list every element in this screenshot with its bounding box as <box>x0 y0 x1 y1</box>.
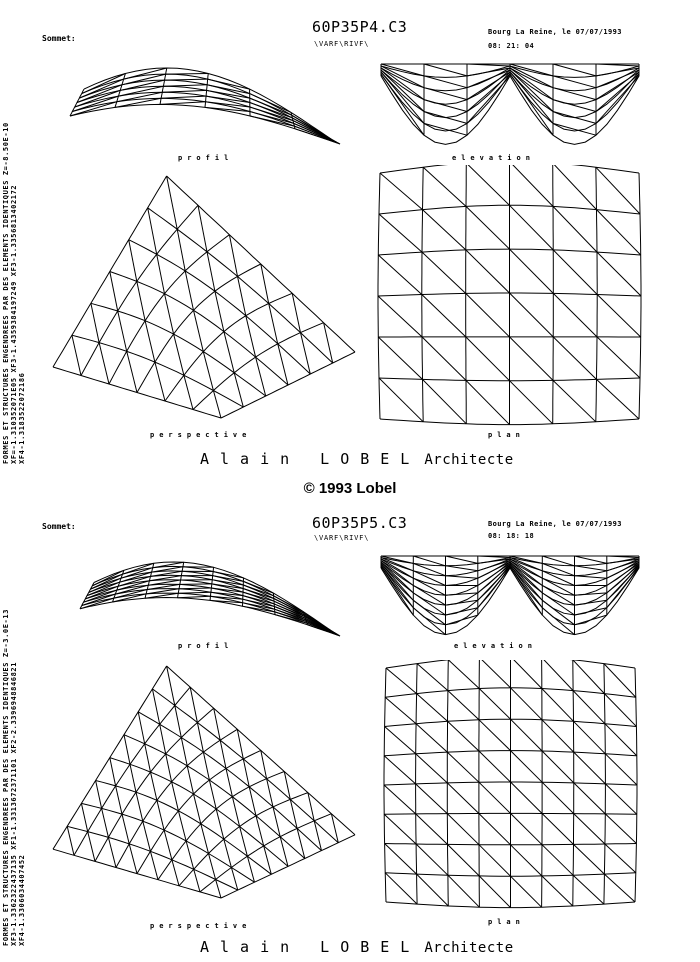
grid-diagonal <box>208 79 250 89</box>
grid-line <box>116 729 237 867</box>
grid-diagonal <box>510 205 554 250</box>
grid-diagonal <box>511 782 543 814</box>
grid-diagonal <box>511 876 542 907</box>
grid-diagonal <box>163 85 207 86</box>
grid-diagonal <box>466 337 510 381</box>
grid-diagonal <box>510 293 554 337</box>
grid-diagonal <box>157 254 165 293</box>
drawing-path: \VARF\RIVF\ <box>314 40 370 48</box>
grid-diagonal <box>385 697 416 723</box>
profil-view <box>60 58 360 150</box>
grid-diagonal <box>246 316 256 357</box>
grid-diagonal <box>479 720 511 751</box>
grid-diagonal <box>151 772 157 800</box>
profil-view <box>70 552 360 642</box>
grid-diagonal <box>379 378 423 422</box>
drawing-sheet-2 <box>0 482 700 962</box>
grid-diagonal <box>424 112 467 124</box>
grid-line <box>124 735 305 859</box>
grid-line <box>381 72 639 118</box>
grid-diagonal <box>423 379 467 423</box>
grid-diagonal <box>597 337 640 378</box>
grid-diagonal <box>67 826 74 855</box>
grid-diagonal <box>384 814 416 844</box>
grid-diagonal <box>324 323 333 363</box>
grid-diagonal <box>280 837 288 867</box>
grid-diagonal <box>553 250 597 295</box>
grid-diagonal <box>177 229 185 271</box>
grid-diagonal <box>422 252 466 293</box>
grid-diagonal <box>161 96 206 98</box>
grid-diagonal <box>165 294 174 334</box>
place-date: Bourg La Reine, le 07/07/1993 <box>488 28 622 36</box>
grid-diagonal <box>143 821 151 851</box>
grid-diagonal <box>597 379 640 419</box>
grid-line <box>542 660 543 907</box>
grid-diagonal <box>70 102 117 116</box>
grid-line <box>109 235 229 384</box>
grid-diagonal <box>301 333 311 374</box>
grid-diagonal <box>574 752 606 784</box>
grid-line <box>129 240 311 374</box>
side-annotation <box>0 482 34 952</box>
grid-diagonal <box>416 724 447 752</box>
grid-diagonal <box>181 738 187 766</box>
grid-diagonal <box>597 252 641 296</box>
elevation-label: elevation <box>454 642 537 650</box>
grid-line <box>221 835 355 898</box>
grid-diagonal <box>264 846 272 874</box>
grid-diagonal <box>157 800 164 830</box>
grid-diagonal <box>314 821 321 851</box>
architect-role: Architecte <box>424 452 514 468</box>
grid-diagonal <box>379 214 422 252</box>
grid-diagonal <box>596 167 640 214</box>
grid-line <box>158 772 284 880</box>
grid-diagonal <box>116 786 122 814</box>
grid-diagonal <box>596 76 639 123</box>
grid-diagonal <box>542 751 574 783</box>
perspective-view <box>45 172 365 422</box>
grid-diagonal <box>178 592 211 593</box>
grid-diagonal <box>510 567 542 616</box>
grid-diagonal <box>385 727 416 754</box>
grid-diagonal <box>478 567 510 601</box>
grid-diagonal <box>604 694 636 727</box>
grid-diagonal <box>511 813 543 844</box>
grid-diagonal <box>553 380 596 421</box>
grid-diagonal <box>136 792 143 821</box>
time-stamp: 08: 18: 18 <box>488 532 535 540</box>
grid-diagonal <box>574 721 606 754</box>
grid-diagonal <box>510 381 553 424</box>
grid-diagonal <box>597 210 641 255</box>
grid-diagonal <box>384 785 416 814</box>
grid-diagonal <box>422 295 466 337</box>
grid-line <box>74 687 190 855</box>
elevation-label: elevation <box>452 154 535 162</box>
grid-diagonal <box>194 869 200 892</box>
side-line: XF3-1.3362322437135 XF1-1.3313672371101 XF2-2.3396948846821 <box>10 661 18 946</box>
grid-diagonal <box>386 668 417 694</box>
grid-diagonal <box>573 691 605 724</box>
grid-diagonal <box>381 565 413 608</box>
grid-diagonal <box>575 593 607 595</box>
grid-diagonal <box>607 567 639 601</box>
grid-diagonal <box>145 744 151 772</box>
grid-diagonal <box>380 173 423 210</box>
grid-diagonal <box>510 249 554 293</box>
grid-diagonal <box>137 281 145 320</box>
grid-diagonal <box>553 293 597 337</box>
grid-diagonal <box>122 814 129 844</box>
architect-name: Alain LOBEL <box>200 450 421 468</box>
grid-diagonal <box>467 76 510 123</box>
grid-diagonal <box>179 588 211 589</box>
grid-diagonal <box>447 752 479 782</box>
grid-diagonal <box>72 335 81 375</box>
grid-diagonal <box>166 74 209 75</box>
grid-line <box>165 293 292 401</box>
grid-diagonal <box>542 660 574 691</box>
side-annotation <box>0 0 34 470</box>
grid-diagonal <box>511 688 543 720</box>
profil-label: profil <box>178 154 234 162</box>
grid-diagonal <box>448 691 479 720</box>
grid-diagonal <box>448 844 480 876</box>
grid-diagonal <box>130 764 136 792</box>
side-line: FORMES ET STRUCTURES ENGENDREES PAR DES ELEMENTS IDENTIQUES Z=-8.50E-10 <box>2 122 10 464</box>
grid-diagonal <box>605 724 637 756</box>
grid-diagonal <box>447 783 479 814</box>
grid-diagonal <box>446 576 478 579</box>
grid-diagonal <box>129 240 137 282</box>
side-line: FORMES ET STRUCTURES ENGENDREES PAR DES ELEMENTS IDENTIQUES Z=-3.0E-13 <box>2 608 10 946</box>
grid-diagonal <box>145 321 155 362</box>
grid-diagonal <box>152 689 159 724</box>
grid-diagonal <box>605 784 636 814</box>
grid-diagonal <box>542 782 574 813</box>
grid-diagonal <box>127 351 137 392</box>
grid-diagonal <box>110 272 118 312</box>
drawing-sheet-1 <box>0 0 700 480</box>
grid-diagonal <box>331 814 338 843</box>
grid-diagonal <box>162 90 206 92</box>
grid-diagonal <box>416 814 448 845</box>
grid-diagonal <box>448 721 479 751</box>
perspective-label: perspective <box>150 431 252 439</box>
grid-line <box>137 264 261 393</box>
grid-diagonal <box>160 102 206 105</box>
grid-diagonal <box>574 783 606 814</box>
grid-diagonal <box>417 664 448 691</box>
perspective-label: perspective <box>150 922 252 930</box>
grid-diagonal <box>185 271 193 310</box>
plan-view <box>372 165 647 427</box>
grid-line <box>53 666 167 849</box>
grid-diagonal <box>573 875 604 904</box>
grid-diagonal <box>479 782 511 813</box>
grid-diagonal <box>542 814 573 845</box>
profil-label: profil <box>178 642 234 650</box>
grid-diagonal <box>542 845 573 876</box>
place-date: Bourg La Reine, le 07/07/1993 <box>488 520 622 528</box>
drawing-title: 60P35P4.C3 <box>312 18 408 36</box>
grid-diagonal <box>604 874 635 902</box>
grid-diagonal <box>381 567 413 616</box>
grid-diagonal <box>91 303 99 342</box>
grid-diagonal <box>269 304 278 344</box>
grid-diagonal <box>216 880 221 899</box>
grid-diagonal <box>510 337 554 381</box>
grid-diagonal <box>605 814 636 844</box>
grid-diagonal <box>102 808 109 837</box>
grid-diagonal <box>184 375 193 409</box>
grid-diagonal <box>597 295 641 338</box>
grid-diagonal <box>164 830 172 860</box>
grid-diagonal <box>446 556 478 563</box>
grid-diagonal <box>511 660 542 689</box>
architect-role: Architecte <box>424 940 514 956</box>
grid-diagonal <box>166 754 172 782</box>
grid-diagonal <box>138 712 145 744</box>
grid-diagonal <box>150 851 158 879</box>
grid-diagonal <box>466 206 510 249</box>
grid-diagonal <box>423 167 466 206</box>
grid-diagonal <box>273 807 280 837</box>
grid-diagonal <box>424 64 467 76</box>
grid-diagonal <box>466 165 509 205</box>
grid-diagonal <box>553 206 597 252</box>
grid-diagonal <box>378 296 422 337</box>
grid-line <box>479 660 480 907</box>
grid-diagonal <box>155 362 165 401</box>
grid-diagonal <box>124 735 130 765</box>
grid-diagonal <box>203 752 209 780</box>
grid-diagonal <box>194 310 204 351</box>
side-line: XF=-1.310352071E05 XF3-1.4359384197249 XF3-1.3356813402172 <box>10 184 18 464</box>
grid-diagonal <box>174 334 184 375</box>
grid-diagonal <box>417 694 448 722</box>
grid-diagonal <box>446 593 478 595</box>
grid-diagonal <box>510 64 553 76</box>
grid-diagonal <box>542 689 574 722</box>
grid-diagonal <box>416 784 448 814</box>
grid-diagonal <box>575 556 607 563</box>
grid-diagonal <box>542 876 573 906</box>
grid-diagonal <box>256 816 264 846</box>
grid-diagonal <box>553 123 596 135</box>
perspective-view <box>45 662 365 902</box>
side-line: XF4-1.3183522072186 <box>18 372 26 464</box>
grid-diagonal <box>183 567 214 568</box>
grid-diagonal <box>553 64 596 76</box>
grid-diagonal <box>180 584 212 585</box>
grid-diagonal <box>385 873 417 904</box>
grid-diagonal <box>424 123 467 135</box>
grid-diagonal <box>297 828 305 858</box>
grid-diagonal <box>165 79 208 80</box>
grid-diagonal <box>178 596 211 597</box>
grid-diagonal <box>466 250 510 293</box>
grid-diagonal <box>447 814 479 845</box>
grid-diagonal <box>417 874 449 906</box>
grid-diagonal <box>553 165 597 210</box>
grid-diagonal <box>479 845 511 877</box>
grid-diagonal <box>384 756 415 784</box>
grid-diagonal <box>479 751 511 782</box>
grid-diagonal <box>466 293 510 337</box>
grid-diagonal <box>186 841 194 869</box>
grid-diagonal <box>160 724 166 754</box>
sommet-label: Sommet: <box>42 34 76 43</box>
grid-line <box>553 165 554 424</box>
grid-diagonal <box>574 814 605 844</box>
grid-diagonal <box>108 837 116 867</box>
drawing-title: 60P35P5.C3 <box>312 514 408 532</box>
grid-diagonal <box>378 255 422 295</box>
grid-diagonal <box>510 165 554 206</box>
grid-diagonal <box>110 758 116 786</box>
grid-diagonal <box>553 337 596 380</box>
grid-line <box>137 750 261 873</box>
grid-diagonal <box>479 660 510 688</box>
grid-diagonal <box>148 208 157 255</box>
plan-label: plan <box>488 431 525 439</box>
grid-diagonal <box>213 391 221 419</box>
grid-diagonal <box>278 344 288 385</box>
grid-diagonal <box>423 210 466 250</box>
grid-diagonal <box>385 844 417 875</box>
elevation-view <box>375 58 645 150</box>
grid-line <box>381 567 639 625</box>
grid-diagonal <box>479 876 510 908</box>
grid-diagonal <box>510 565 542 608</box>
grid-diagonal <box>96 781 102 809</box>
grid-line <box>110 272 288 386</box>
grid-diagonal <box>381 64 424 76</box>
grid-diagonal <box>290 799 297 828</box>
grid-diagonal <box>542 720 574 752</box>
grid-diagonal <box>81 803 87 831</box>
grid-diagonal <box>416 844 448 875</box>
grid-diagonal <box>448 660 479 689</box>
grid-diagonal <box>511 719 543 751</box>
grid-diagonal <box>378 337 422 379</box>
grid-diagonal <box>178 811 186 841</box>
grid-diagonal <box>172 860 179 886</box>
copyright-notice: © 1993 Lobel <box>303 480 397 497</box>
architect-name: Alain LOBEL <box>200 938 421 956</box>
grid-diagonal <box>466 380 510 424</box>
grid-diagonal <box>446 566 478 571</box>
grid-diagonal <box>175 706 182 738</box>
grid-diagonal <box>416 754 448 783</box>
grid-diagonal <box>575 566 607 571</box>
grid-line <box>96 781 272 875</box>
elevation-view <box>375 550 645 640</box>
drawing-path: \VARF\RIVF\ <box>314 534 370 542</box>
sommet-label: Sommet: <box>42 522 76 531</box>
grid-diagonal <box>448 875 480 907</box>
grid-diagonal <box>605 844 636 873</box>
plan-view <box>378 660 643 910</box>
plan-label: plan <box>488 918 525 926</box>
grid-diagonal <box>172 782 179 811</box>
grid-diagonal <box>575 576 607 579</box>
grid-diagonal <box>605 754 637 785</box>
grid-diagonal <box>511 845 542 876</box>
grid-diagonal <box>129 844 137 874</box>
grid-diagonal <box>88 832 95 862</box>
grid-diagonal <box>479 689 510 720</box>
side-line: XF4-1.3306034407452 <box>18 854 26 946</box>
grid-line <box>381 74 639 131</box>
architect-signature <box>200 938 514 956</box>
grid-diagonal <box>574 844 605 874</box>
grid-diagonal <box>99 343 109 384</box>
grid-diagonal <box>573 660 605 694</box>
grid-diagonal <box>118 311 127 351</box>
grid-diagonal <box>604 664 636 698</box>
grid-diagonal <box>553 112 596 124</box>
time-stamp: 08: 21: 04 <box>488 42 535 50</box>
architect-signature <box>200 450 514 468</box>
grid-diagonal <box>511 751 543 783</box>
grid-diagonal <box>479 814 511 845</box>
grid-diagonal <box>187 766 193 794</box>
grid-diagonal <box>422 337 466 381</box>
